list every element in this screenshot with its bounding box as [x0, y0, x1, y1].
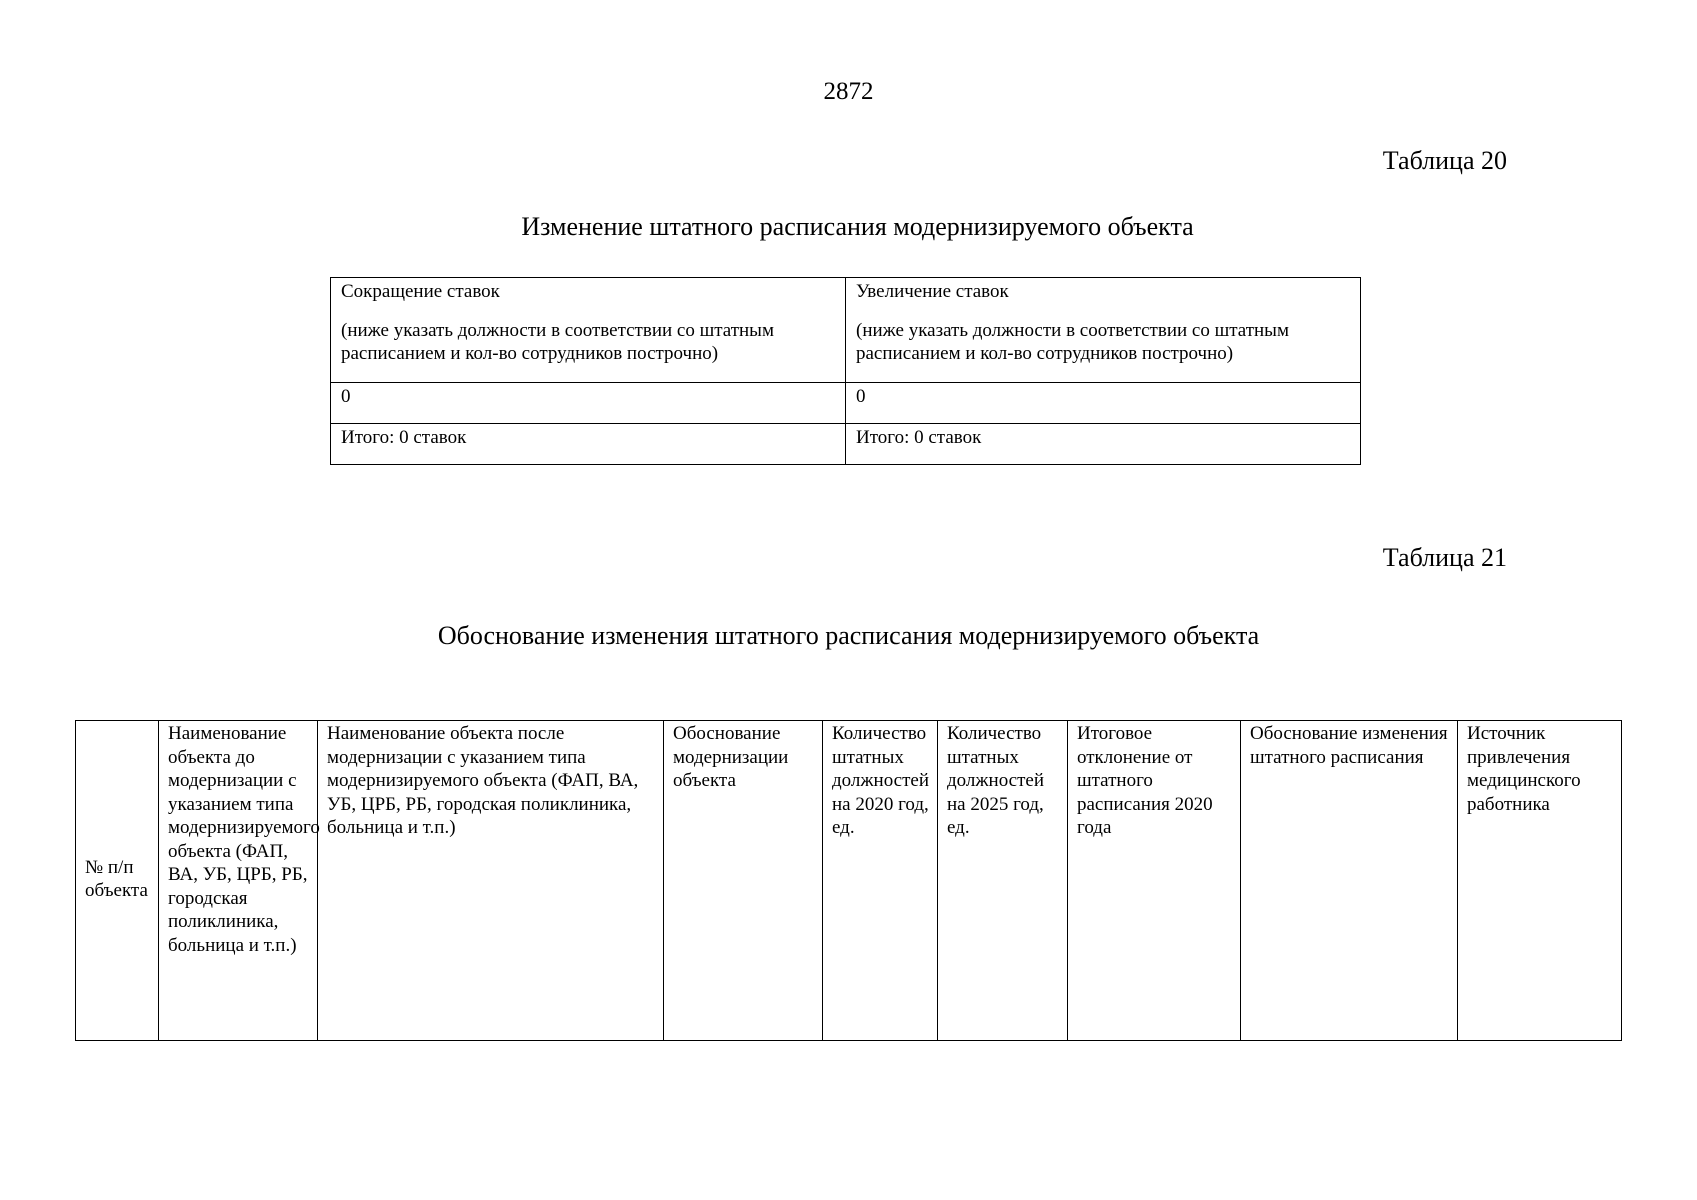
increase-header-cell	[846, 278, 1361, 383]
table-21-label: Таблица 21	[1382, 543, 1507, 572]
reduction-value: 0	[331, 383, 846, 424]
reduction-header-cell	[331, 278, 846, 383]
table-20-header-row	[331, 278, 1361, 383]
table-20-title: Изменение штатного расписания модернизируемого объекта	[521, 212, 1194, 241]
reduction-heading: Сокращение ставок	[341, 281, 500, 302]
column-header-modernization-reason: Обоснование модернизации объекта	[664, 721, 823, 1041]
column-header-staff-source: Источник привлечения медицинского работника	[1458, 721, 1622, 1041]
table-20	[330, 277, 1361, 465]
reduction-note: (ниже указать должности в соответствии со штатным расписанием и кол-во сотрудников построчно)	[341, 320, 774, 364]
increase-total: Итого: 0 ставок	[846, 424, 1361, 465]
column-header-name-after: Наименование объекта после модернизации с указанием типа модернизируемого объекта (ФАП, ВА, УБ, ЦРБ, РБ, городская поликлиника, больница и т.п.)	[318, 721, 664, 1041]
increase-value: 0	[846, 383, 1361, 424]
table-21-title: Обоснование изменения штатного расписания модернизируемого объекта	[437, 621, 1260, 650]
increase-heading: Увеличение ставок	[856, 281, 1009, 302]
column-header-name-before: Наименование объекта до модернизации с указанием типа модернизируемого объекта (ФАП, ВА, УБ, ЦРБ, РБ, городская поликлиника, больница и т.п.)	[159, 721, 318, 1041]
column-header-positions-2020: Количество штатных должностей на 2020 год, ед.	[823, 721, 938, 1041]
page-number: 2872	[823, 78, 874, 105]
increase-note: (ниже указать должности в соответствии со штатным расписанием и кол-во сотрудников построчно)	[856, 320, 1289, 364]
table-21-header-row	[76, 721, 1622, 1041]
table-20-total-row	[331, 424, 1361, 465]
table-20-label: Таблица 20	[1382, 146, 1507, 175]
column-header-object-number: № п/п объекта	[76, 721, 159, 1041]
column-header-staffing-change-reason: Обоснование изменения штатного расписания	[1241, 721, 1458, 1041]
table-20-value-row	[331, 383, 1361, 424]
column-header-total-deviation: Итоговое отклонение от штатного расписания 2020 года	[1068, 721, 1241, 1041]
reduction-total: Итого: 0 ставок	[331, 424, 846, 465]
column-header-positions-2025: Количество штатных должностей на 2025 год, ед.	[938, 721, 1068, 1041]
table-21	[75, 720, 1622, 1041]
